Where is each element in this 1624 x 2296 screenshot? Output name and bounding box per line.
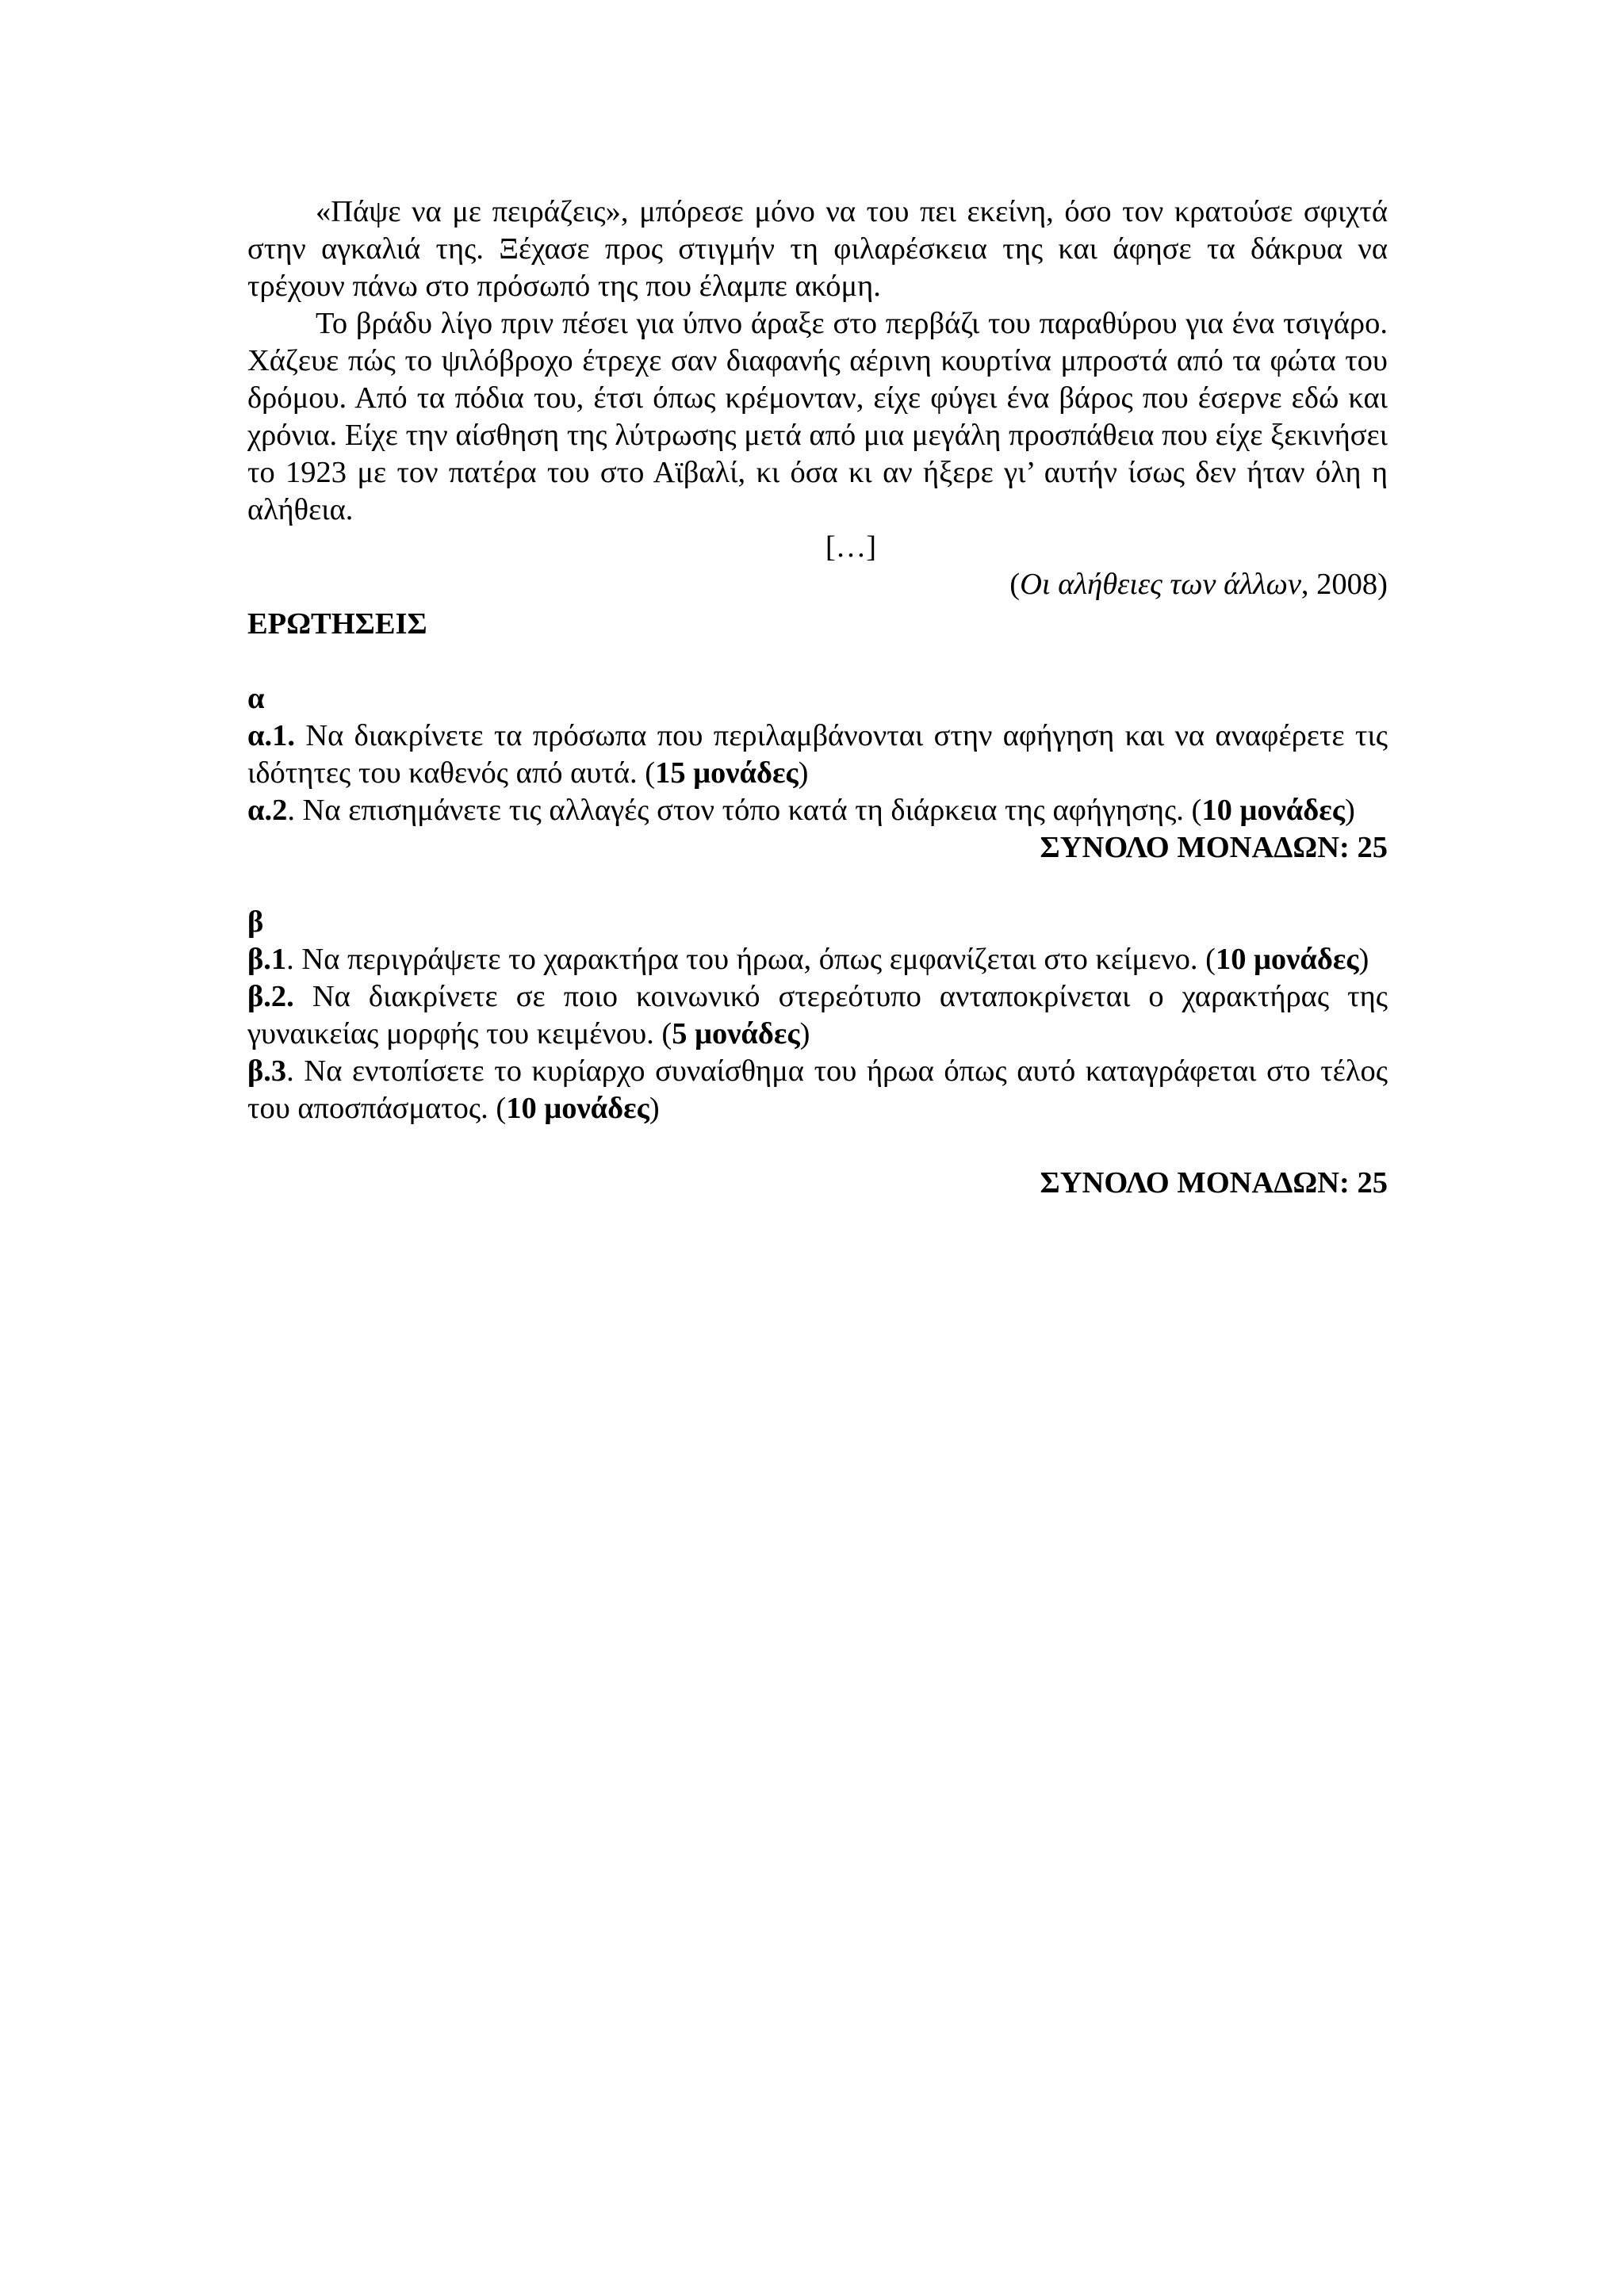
source-open: ( [1009, 568, 1021, 601]
question-b1 [247, 941, 1388, 978]
page-content [247, 193, 1388, 1202]
question-a2-text: . Να επισημάνετε τις αλλαγές στον τόπο κατά τη διάρκεια της αφήγησης. ( [287, 794, 1202, 827]
question-a1 [247, 718, 1388, 792]
passage-paragraph-1: «Πάψε να με πειράζεις», μπόρεσε μόνο να του πει εκείνη, όσο τον κρατούσε σφιχτά στην αγκαλιά της. Ξέχασε προς στιγμήν τη φιλαρέσκεια της και άφησε τα δάκρυα να τρέχουν πάνω στο πρόσωπό της που έλαμπε ακόμη. [247, 195, 1388, 303]
passage-source [247, 566, 1388, 603]
question-b3 [247, 1053, 1388, 1127]
question-b1-points: 10 μονάδες [1215, 943, 1359, 976]
source-title: Οι αλήθειες των άλλων [1020, 568, 1301, 601]
section-b-total: ΣΥΝΟΛΟ ΜΟΝΑΔΩΝ: 25 [1040, 1166, 1388, 1200]
source-year: , 2008) [1300, 568, 1388, 601]
question-b3-label: β.3 [247, 1054, 287, 1088]
spacer [247, 867, 1388, 904]
question-b3-points: 10 μονάδες [506, 1092, 649, 1125]
section-a-total: ΣΥΝΟΛΟ ΜΟΝΑΔΩΝ: 25 [1040, 831, 1388, 864]
passage-paragraph-2: Το βράδυ λίγο πριν πέσει για ύπνο άραξε στο περβάζι του παραθύρου για ένα τσιγάρο. Χάζευε πώς το ψιλόβροχο έτρεχε σαν διαφανής αέρινη κουρτίνα μπροστά από τα φώτα του δρόμου. Από τα πόδια του, έτσι όπως κρέμονταν, είχε φύγει ένα βάρος που έσερνε εδώ και χρόνια. Είχε την αίσθηση της λύτρωσης μετά από μια μεγάλη προσπάθεια που είχε ξεκινήσει το 1923 με τον πατέρα του στο Αϊβαλί, κι όσα κι αν ήξερε γι’ αυτήν ίσως δεν ήταν όλη η αλήθεια. [247, 307, 1388, 526]
question-b2 [247, 978, 1388, 1053]
question-b3-close: ) [649, 1092, 660, 1125]
question-a1-label: α.1. [247, 719, 295, 752]
question-a1-points: 15 μονάδες [655, 756, 799, 790]
question-a1-text: Να διακρίνετε τα πρόσωπα που περιλαμβάνονται στην αφήγηση και να αναφέρετε τις ιδότητες του καθενός από αυτά. ( [247, 719, 1388, 790]
question-b2-close: ) [799, 1017, 810, 1050]
questions-heading: ΕΡΩΤΗΣΕΙΣ [247, 607, 427, 641]
question-b1-close: ) [1358, 943, 1369, 976]
question-a2-points: 10 μονάδες [1201, 794, 1345, 827]
question-a1-close: ) [798, 756, 809, 790]
question-a2 [247, 792, 1388, 829]
spacer [247, 643, 1388, 680]
question-b2-label: β.2. [247, 980, 294, 1013]
section-a-letter: α [247, 682, 265, 715]
question-b3-text: . Να εντοπίσετε το κυρίαρχο συναίσθημα του ήρωα όπως αυτό καταγράφεται στο τέλος του αποσπάσματος. ( [247, 1054, 1388, 1125]
question-b1-text: . Να περιγράψετε το χαρακτήρα του ήρωα, όπως εμφανίζεται στο κείμενο. ( [286, 943, 1216, 976]
question-b1-label: β.1 [247, 943, 287, 976]
question-b2-points: 5 μονάδες [672, 1017, 800, 1050]
passage-ellipsis: […] [825, 530, 877, 564]
question-b2-text: Να διακρίνετε σε ποιο κοινωνικό στερεότυπο ανταποκρίνεται ο χαρακτήρας της γυναικείας μορφής του κειμένου. ( [247, 980, 1388, 1050]
question-a2-label: α.2 [247, 794, 288, 827]
spacer [247, 1127, 1388, 1165]
section-b-letter: β [247, 905, 264, 939]
question-a2-close: ) [1344, 794, 1355, 827]
